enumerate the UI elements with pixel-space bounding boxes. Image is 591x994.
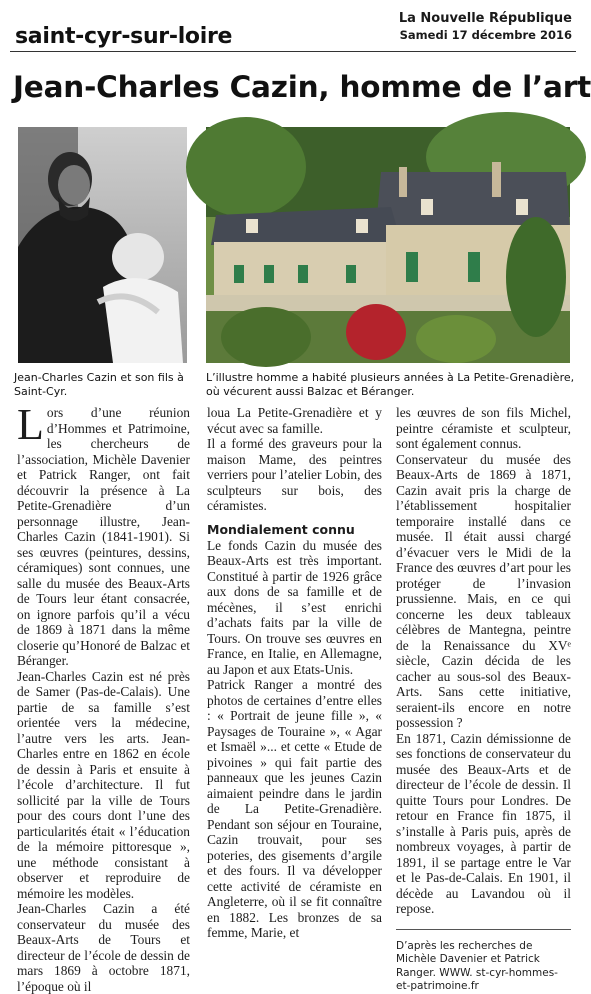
article-column-2 (207, 405, 382, 941)
source-divider (396, 929, 571, 930)
article-column-3 (396, 405, 571, 994)
header-divider (10, 51, 576, 52)
article-column-1 (17, 400, 190, 994)
paragraph: Le fonds Cazin du musée des Beaux-Arts est très important. Constitué à partir de 1926 grâce aux dons de sa famille et de mécènes, il s’est enrichi d’achats faits par la ville de Tours. On trouve ses œuvres en France, en Italie, en Allemagne, au Japon et aux Etats-Unis. (207, 537, 382, 677)
portrait-photo (18, 127, 187, 363)
section-title: saint-cyr-sur-loire (15, 24, 233, 49)
paragraph: Jean-Charles Cazin est né près de Samer (Pas-de-Calais). Une partie de sa famille s’est orientée vers la médecine, l’autre vers les arts. Jean-Charles entre en 1862 en école de dessin à Paris et ensuite à l’école d’architecture. Il fut sollicité par la ville de Tours pour des cours dont l’une des particularités était « l’éducation de la mémoire pittoresque », une méthode consistant à observer et reproduire de mémoire les modèles. (17, 668, 190, 901)
house-photo (206, 127, 570, 363)
paragraph: les œuvres de son fils Michel, peintre céramiste et sculpteur, sont également connus. (396, 405, 571, 451)
drop-cap: L (17, 400, 44, 449)
paragraph: Conservateur du musée des Beaux-Arts de 1869 à 1871, Cazin avait pris la charge de l’établissement hospitalier temporaire installé dans ce musée. Il était aussi chargé d’évacuer vers le Midi de la France des œuvres d’art pour les protéger de l’invasion prussienne. Mais, en ce qui concerne les deux tableaux célèbres de Mantegna, peintre de la Renaissance du XVᵉ siècle, Cazin décida de les cacher au sous-sol des Beaux-Arts. Sans cette initiative, seraient-ils encore en notre possession ? (396, 451, 571, 730)
newspaper-info (399, 10, 572, 44)
headline: Jean-Charles Cazin, homme de l’art (13, 70, 591, 104)
portrait-caption: Jean-Charles Cazin et son fils à Saint-Cyr. (14, 371, 184, 398)
paragraph: Patrick Ranger a montré des photos de certaines d’entre elles : « Portrait de jeune fille », « Paysages de Touraine », « Agar et Ismaël »... et cette « Etude de pivoines » qui fait partie des panneaux que les jeunes Cazin aimaient peindre dans le jardin de La Petite-Grenadière. Pendant son séjour en Touraine, Cazin trouvait, pour ses poteries, des gisements d’argile et des fours. Il va développer cette activité de céramiste en Angleterre, où il se fit connaître en 1882. Les bronzes de sa femme, Marie, et (207, 677, 382, 940)
paragraph: Il a formé des graveurs pour la maison Mame, des peintres verriers pour l’atelier Lobin, des sculpteurs sur bois, des céramistes. (207, 436, 382, 513)
masthead (10, 8, 576, 52)
publication-date: Samedi 17 décembre 2016 (399, 28, 572, 42)
source-note: D’après les recherches de Michèle Davenier et Patrick Ranger. WWW. st-cyr-hommes-et-patrimoine.fr (396, 939, 558, 992)
paragraph: loua La Petite-Grenadière et y vécut avec sa famille. (207, 405, 382, 436)
lead-paragraph: Lors d’une réunion d’Hommes et Patrimoine, les chercheurs de l’association, Michèle Davenier et Patrick Ranger, ont fait découvrir la présence à La Petite-Grenadière d’un personnage illustre, Jean-Charles Cazin (1841-1901). Si ses œuvres (peintures, dessins, céramiques) sont connues, une salle du musée des Beaux-Arts de Tours leur étant consacrée, on ignore parfois qu’il a vécu de 1869 à 1871 dans la même closerie qu’Honoré de Balzac et Béranger. (17, 400, 190, 668)
subheading: Mondialement connu (207, 521, 355, 537)
paragraph: Jean-Charles Cazin a été conservateur du musée des Beaux-Arts de Tours et directeur de l’école de dessin de mars 1869 à octobre 1871, l’époque où il (17, 901, 190, 994)
newspaper-name: La Nouvelle République (398, 11, 572, 26)
house-caption: L’illustre homme a habité plusieurs années à La Petite-Grenadière, où vécurent aussi Balzac et Béranger. (206, 371, 575, 398)
paragraph: En 1871, Cazin démissionne de ses fonctions de conservateur du musée des Beaux-Arts et de directeur de l’école de dessin. Il quitte Tours pour Londres. De retour en France fin 1875, il s’installe à Paris puis, après de nombreux voyages, à partir de 1891, il se partage entre le Var et le Pas-de-Calais. En 1901, il décède au Lavandou où il repose. (396, 730, 571, 916)
